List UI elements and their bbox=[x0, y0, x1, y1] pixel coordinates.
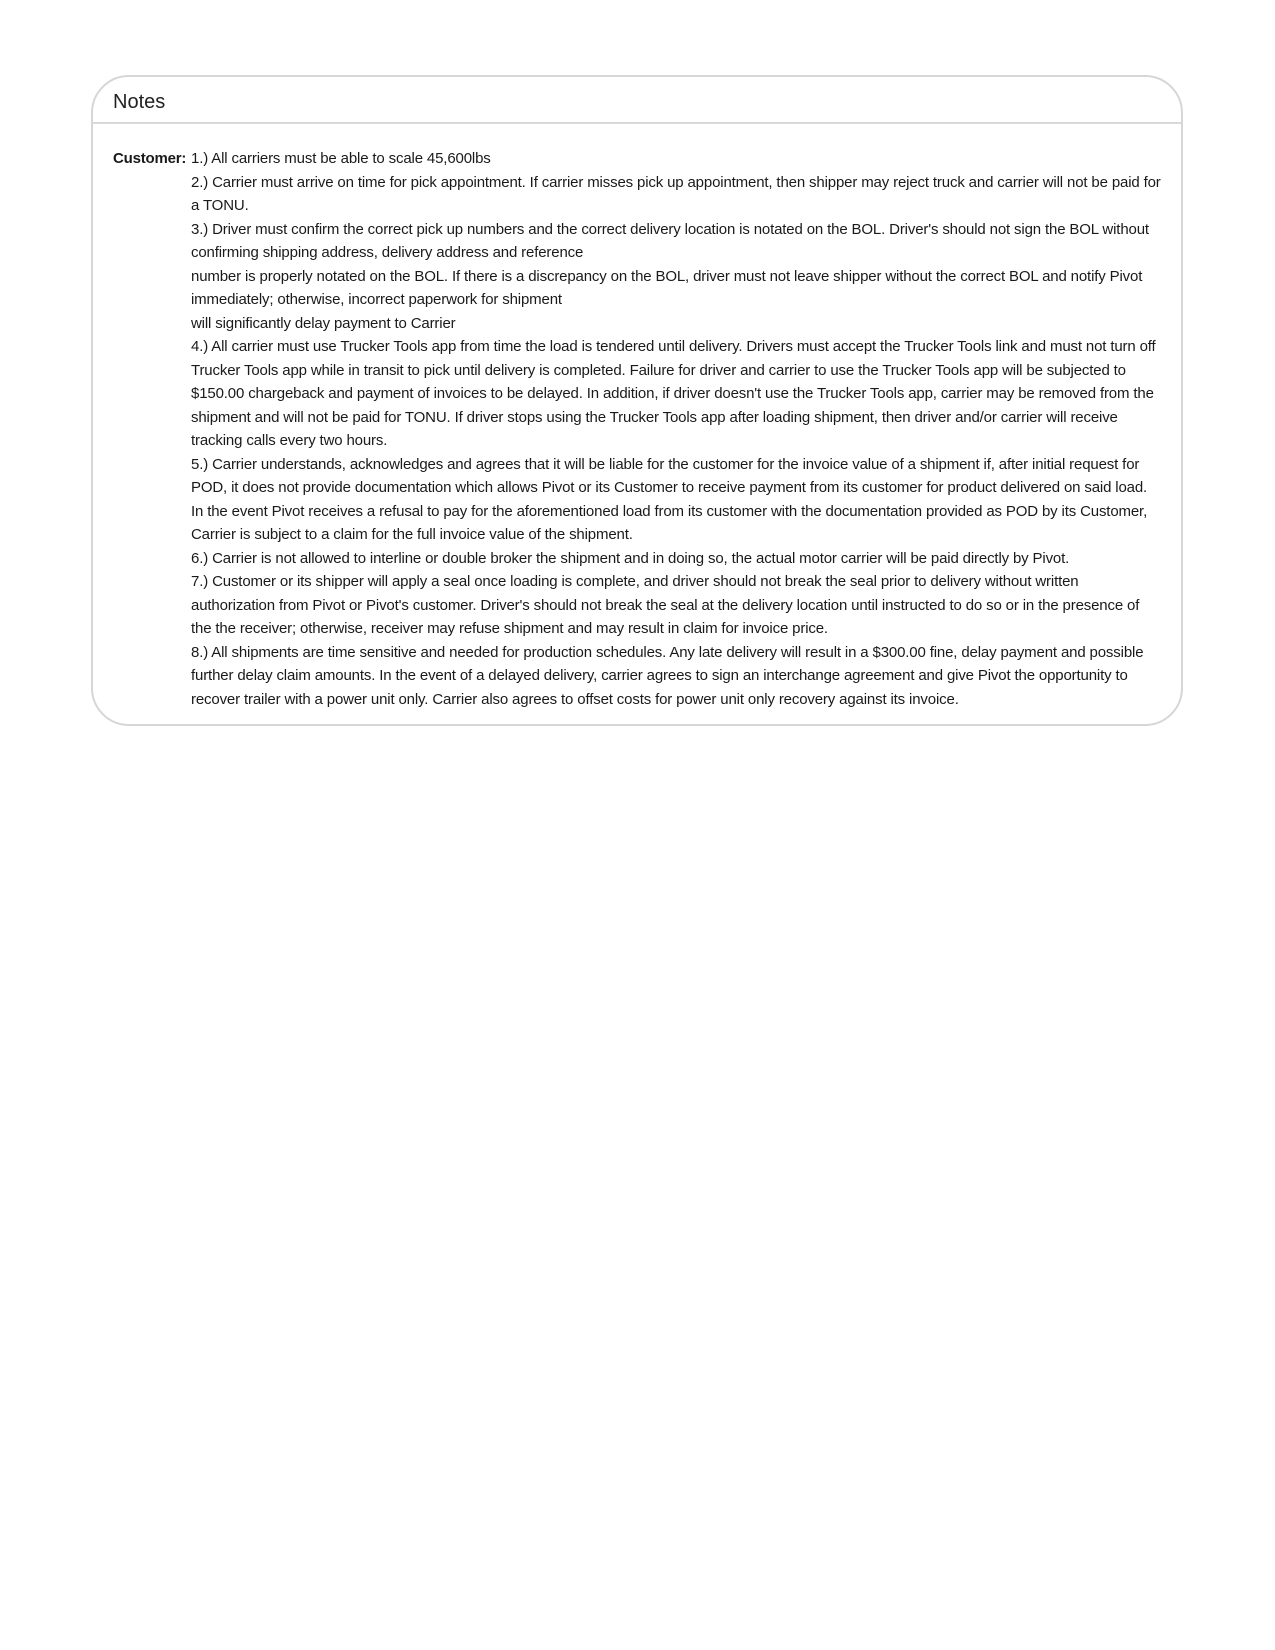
customer-notes bbox=[191, 147, 1161, 711]
note-line-pickup-appointment: 2.) Carrier must arrive on time for pick appointment. If carrier misses pick up appointment, then shipper may reject truck and carrier will not be paid for a TONU. bbox=[191, 173, 1161, 214]
note-line-trucker-tools: 4.) All carrier must use Trucker Tools app from time the load is tendered until delivery. Drivers must accept the Trucker Tools link and must not turn off Trucker Tools app while in transit to pick until delivery is completed. Failure for driver and carrier to use the Trucker Tools app will be subjected to $150.00 chargeback and payment of invoices to be delayed. In addition, if driver doesn't use the Trucker Tools app, carrier may be removed from the shipment and will not be paid for TONU. If driver stops using the Trucker Tools app after loading shipment, then driver and/or carrier will receive tracking calls every two hours. bbox=[191, 338, 1156, 449]
notes-title: Notes bbox=[113, 91, 166, 113]
note-line-weight-limit: 1.) All carriers must be able to scale 45,600lbs bbox=[191, 150, 491, 167]
notes-header bbox=[93, 77, 1181, 124]
note-line-double-broker: 6.) Carrier is not allowed to interline or double broker the shipment and in doing so, the actual motor carrier will be paid directly by Pivot. bbox=[191, 549, 1070, 567]
note-line-pod-liability: 5.) Carrier understands, acknowledges and agrees that it will be liable for the customer for the invoice value of a shipment if, after initial request for POD, it does not provide documentation which allows Pivot or its Customer to receive payment from its customer for product delivered on said load. In the event Pivot receives a refusal to pay for the aforementioned load from its customer with the documentation provided as POD by its Customer, Carrier is subject to a claim for the full invoice value of the shipment. bbox=[191, 455, 1148, 543]
note-line-bol-confirmation: 3.) Driver must confirm the correct pick up numbers and the correct delivery location is notated on the BOL. Driver's should not sign the BOL without confirming shipping address, delivery address and reference bbox=[191, 220, 1149, 261]
note-line-seal: 7.) Customer or its shipper will apply a seal once loading is complete, and driver should not break the seal prior to delivery without written authorization from Pivot or Pivot's customer. Driver's should not break the seal at the delivery location until instructed to do so or in the presence of the the receiver; otherwise, receiver may refuse shipment and may result in claim for invoice price. bbox=[191, 573, 1140, 637]
note-line-bol-discrepancy: number is properly notated on the BOL. If there is a discrepancy on the BOL, driver must not leave shipper without the correct BOL and notify Pivot immediately; otherwise, incorrect paperwork for shipment bbox=[191, 267, 1143, 308]
note-line-payment-delay: will significantly delay payment to Carrier bbox=[191, 314, 456, 332]
notes-body bbox=[93, 124, 1181, 711]
notes-panel bbox=[91, 75, 1183, 726]
note-line-late-delivery: 8.) All shipments are time sensitive and needed for production schedules. Any late delivery will result in a $300.00 fine, delay payment and possible further delay claim amounts. In the event of a delayed delivery, carrier agrees to sign an interchange agreement and give Pivot the opportunity to recover trailer with a power unit only. Carrier also agrees to offset costs for power unit only recovery against its invoice. bbox=[191, 643, 1144, 708]
customer-label: Customer: bbox=[113, 150, 187, 167]
